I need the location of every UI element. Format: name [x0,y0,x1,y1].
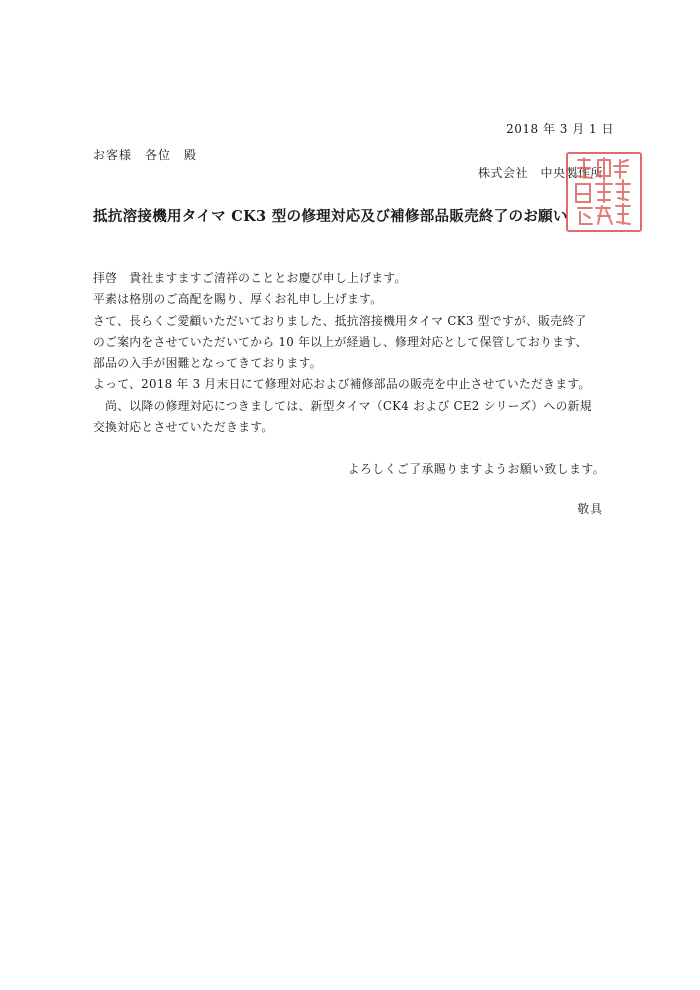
body-line: よって、2018 年 3 月末日にて修理対応および補修部品の販売を中止させていただきます。 [93,377,591,392]
body-line: さて、長らくご愛顧いただいておりました、抵抗溶接機用タイマ CK3 型ですが、販売終了 [93,313,587,328]
body-line: 部品の入手が困難となってきております。 [93,356,322,371]
complimentary-close: 敬具 [577,502,603,516]
letter-title: 抵抗溶接機用タイマ CK3 型の修理対応及び補修部品販売終了のお願い [93,208,568,225]
body-line: 平素は格別のご高配を賜り、厚くお礼申し上げます。 [93,292,383,307]
body-line: のご案内をさせていただいてから 10 年以上が経過し、修理対応として保管しております、 [93,334,588,349]
body-line: 尚、以降の修理対応につきましては、新型タイマ（CK4 および CE2 シリーズ）への新規 [93,398,592,413]
company-seal [566,152,642,232]
sender-company: 株式会社 中央製作所 [478,166,604,180]
addressee: お客様 各位 殿 [93,148,198,162]
body-line: 交換対応とさせていただきます。 [93,420,274,435]
seal-stamp-icon [568,154,640,230]
body-line: 拝啓 貴社ますますご清祥のこととお慶び申し上げます。 [93,271,407,285]
closing-request: よろしくご了承賜りますようお願い致します。 [347,462,605,476]
letter-body [93,268,609,438]
letter-date: 2018 年 3 月 1 日 [506,122,614,136]
